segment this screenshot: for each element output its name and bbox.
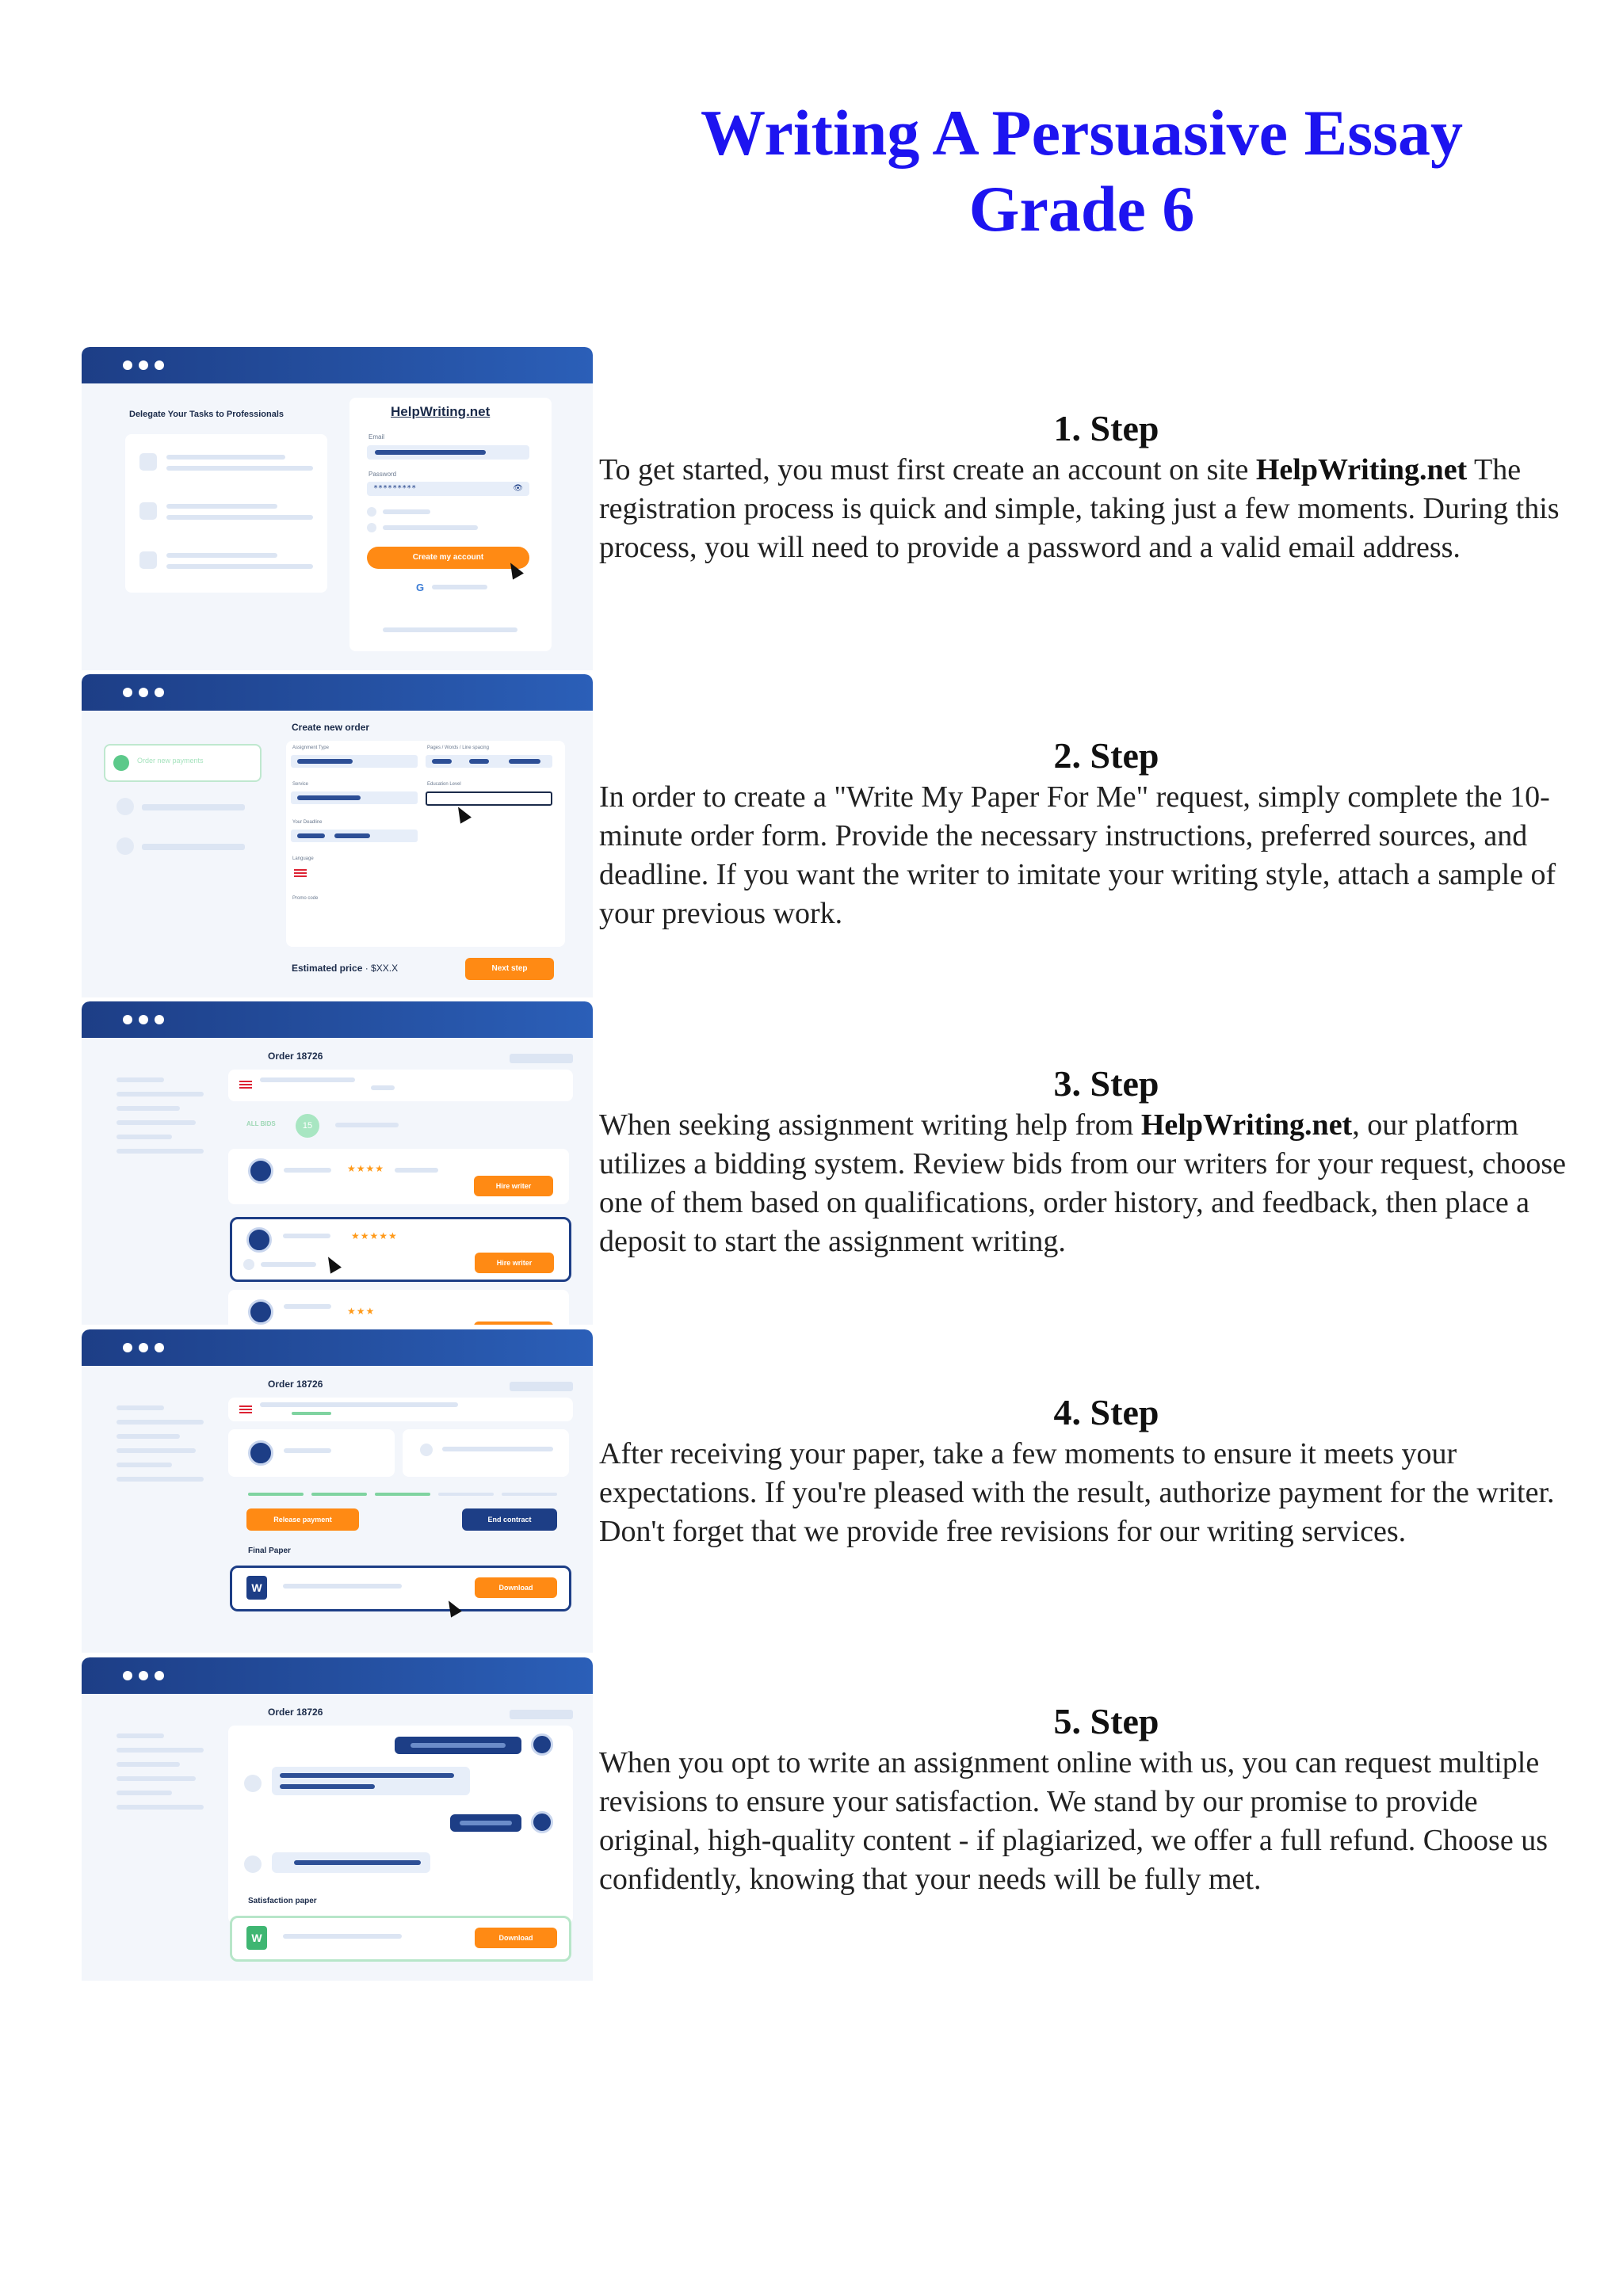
chat-bubble-in <box>272 1767 470 1795</box>
window-bar <box>82 1001 593 1038</box>
step-2 <box>599 734 1574 933</box>
cursor-icon <box>453 803 472 823</box>
chat-bubble-out <box>450 1814 521 1832</box>
step-text: In order to create a "Write My Paper For Me" request, simply complete the 10-minute order form. Provide the necessary instructions, preferred sources, and deadline. If you want the writer to imitate your writing style, attach a sample of your previous work. <box>599 780 1556 930</box>
field-education-level-label: Education Level <box>427 782 461 787</box>
page-title-line-1: Writing A Persuasive Essay <box>700 97 1464 169</box>
step-heading: 3. Step <box>1053 1063 1159 1104</box>
chat-bubble-in <box>272 1852 430 1873</box>
step-heading: 1. Step <box>1053 408 1159 448</box>
sidebar-item-label: Order new payments <box>137 757 204 765</box>
step-text: When you opt to write an assignment online with us, you can request multiple revisions to ensure your satisfaction. We stand by our promise to provide original, high-quality content - if plagiarized, we offer a full refund. Choose us confidently, knowing that your needs will be fully met. <box>599 1746 1548 1896</box>
order-form-panel <box>286 741 565 947</box>
screenshot-signup <box>82 347 593 670</box>
field-language-label: Language <box>292 856 314 861</box>
avatar <box>246 1227 272 1253</box>
bids-count-badge: 15 <box>296 1114 319 1138</box>
bid-card-2-selected[interactable] <box>230 1217 571 1282</box>
next-step-button[interactable]: Next step <box>465 958 554 980</box>
education-level-input[interactable] <box>426 791 552 806</box>
hire-writer-button[interactable]: Hire writer <box>475 1253 554 1273</box>
field-assignment-type-label: Assignment Type <box>292 746 329 750</box>
order-title: Order 18726 <box>268 1379 323 1390</box>
satisfaction-paper-row[interactable] <box>230 1916 571 1962</box>
download-button[interactable]: Download <box>475 1577 557 1598</box>
delegate-heading: Delegate Your Tasks to Professionals <box>129 410 285 419</box>
screenshot-revisions <box>82 1657 593 1981</box>
field-deadline-label: Your Deadline <box>292 820 323 825</box>
rating-stars: ★★★ <box>347 1306 376 1317</box>
google-icon[interactable]: G <box>416 582 425 593</box>
us-flag-icon[interactable] <box>294 869 307 877</box>
order-title: Order 18726 <box>268 1051 323 1062</box>
field-pages-label: Pages / Words / Line spacing <box>427 746 489 750</box>
final-paper-row[interactable] <box>230 1566 571 1611</box>
rating-stars: ★★★★ <box>347 1163 385 1174</box>
word-document-icon: W <box>246 1926 267 1950</box>
field-service-label: Service <box>292 782 309 787</box>
chat-panel <box>228 1726 573 1924</box>
screenshot-order-form <box>82 674 593 997</box>
step-heading: 4. Step <box>1053 1392 1159 1432</box>
brand-logo: HelpWriting.net <box>391 404 491 419</box>
download-button[interactable]: Download <box>475 1928 557 1948</box>
release-payment-button[interactable]: Release payment <box>246 1508 359 1531</box>
step-3 <box>599 1062 1574 1261</box>
tasks-panel <box>125 434 327 593</box>
final-paper-label: Final Paper <box>248 1547 291 1555</box>
bid-card-3[interactable] <box>228 1290 569 1325</box>
avatar <box>248 1158 273 1184</box>
password-value: ********* <box>373 484 417 493</box>
pages-input[interactable] <box>426 755 552 768</box>
step-heading: 5. Step <box>1053 1701 1159 1741</box>
window-bar <box>82 347 593 383</box>
hire-writer-button-partial[interactable] <box>474 1322 553 1325</box>
email-input[interactable] <box>367 445 529 460</box>
page-title-line-2: Grade 6 <box>968 173 1195 245</box>
hire-writer-button[interactable]: Hire writer <box>474 1176 553 1196</box>
window-bar <box>82 1329 593 1366</box>
window-bar <box>82 674 593 711</box>
step-1 <box>599 406 1574 567</box>
eye-icon[interactable]: 👁 <box>513 484 523 493</box>
step-heading: 2. Step <box>1053 735 1159 776</box>
create-order-heading: Create new order <box>292 722 370 733</box>
signup-panel <box>349 398 552 651</box>
site-link[interactable]: HelpWriting.net <box>1255 453 1468 486</box>
satisfaction-paper-label: Satisfaction paper <box>248 1897 317 1905</box>
end-contract-button[interactable]: End contract <box>462 1508 557 1531</box>
password-input[interactable] <box>367 482 529 496</box>
service-input[interactable] <box>291 791 418 804</box>
cursor-icon <box>323 1253 342 1273</box>
word-document-icon: W <box>246 1576 267 1600</box>
avatar <box>248 1299 273 1325</box>
rating-stars: ★★★★★ <box>351 1230 398 1241</box>
password-label: Password <box>369 471 397 478</box>
step-text: To get started, you must first create an account on site HelpWriting.net The registration process is quick and simple, taking just a few moments. During this process, you will need to provide a password and a valid email address. <box>599 453 1560 564</box>
email-label: Email <box>369 433 385 441</box>
screenshot-delivery <box>82 1329 593 1653</box>
step-4 <box>599 1390 1574 1551</box>
assignment-type-input[interactable] <box>291 755 418 768</box>
avatar <box>248 1440 273 1466</box>
field-promo-label: Promo code <box>292 896 319 901</box>
page-title <box>602 95 1561 247</box>
window-bar <box>82 1657 593 1694</box>
estimated-price: Estimated price · $XX.X <box>292 963 399 974</box>
deadline-input[interactable] <box>291 830 418 842</box>
screenshot-bids <box>82 1001 593 1325</box>
bid-card-1[interactable] <box>228 1149 569 1204</box>
create-account-button[interactable]: Create my account <box>367 547 529 569</box>
cursor-icon <box>443 1597 462 1617</box>
chat-bubble-out <box>395 1737 521 1754</box>
avatar <box>531 1733 553 1756</box>
sidebar-item-order[interactable] <box>104 744 262 782</box>
step-5 <box>599 1699 1574 1899</box>
order-sidebar <box>97 736 260 887</box>
site-link[interactable]: HelpWriting.net <box>1140 1108 1353 1142</box>
avatar <box>531 1811 553 1833</box>
step-text: After receiving your paper, take a few moments to ensure it meets your expectations. If you're pleased with the result, authorize payment for the writer. Don't forget that we provide free revisions for our writing services. <box>599 1437 1555 1548</box>
order-title: Order 18726 <box>268 1707 323 1718</box>
step-text: When seeking assignment writing help from HelpWriting.net, our platform utilizes a bidding system. Review bids from our writers for your request, choose one of them based on qualifications, order history, and feedback, then place a deposit to start the assignment writing. <box>599 1108 1566 1258</box>
all-bids-label: ALL BIDS <box>246 1120 276 1127</box>
